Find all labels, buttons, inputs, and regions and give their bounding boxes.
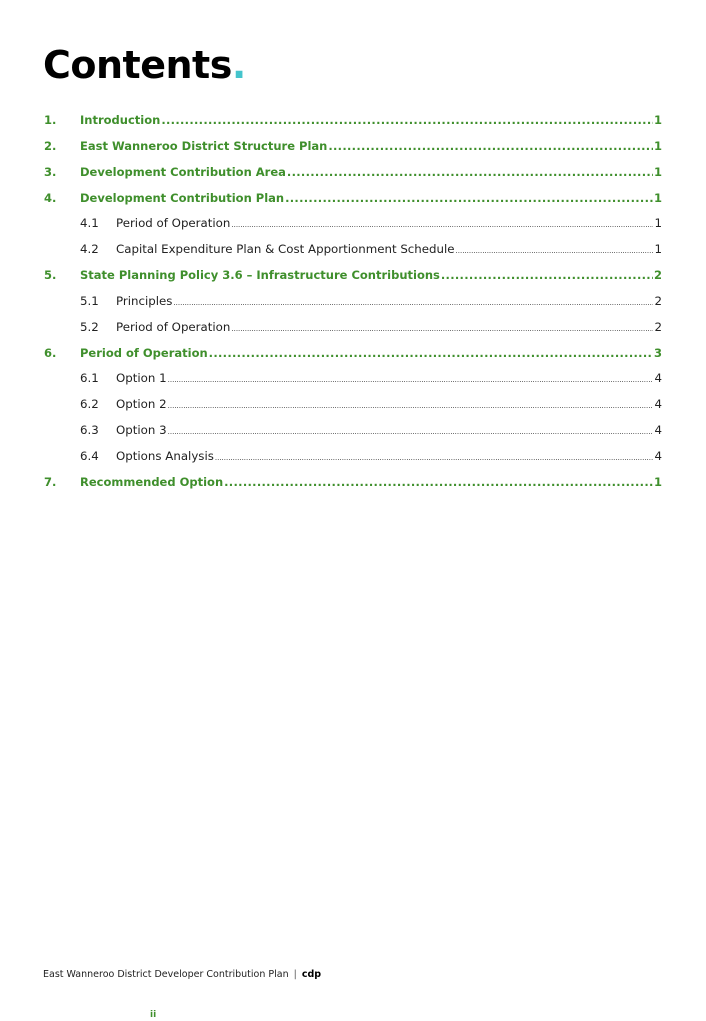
toc-label: Period of Operation [116, 319, 231, 334]
toc-leader [168, 428, 654, 436]
page-number: ii [150, 1010, 157, 1020]
toc-label: Options Analysis [116, 448, 214, 463]
page-footer [43, 969, 321, 980]
toc-label: Principles [116, 293, 173, 308]
toc-page: 3 [653, 345, 662, 360]
toc-number: 7. [44, 474, 57, 489]
footer-brand: cdp [301, 969, 322, 980]
toc-leader [173, 299, 653, 307]
toc-label: East Wanneroo District Structure Plan [80, 138, 328, 153]
toc-number: 4. [44, 190, 57, 205]
toc-entry-6-1[interactable] [44, 371, 662, 397]
toc-entry-4-2[interactable] [44, 242, 662, 268]
toc-page: 4 [654, 448, 662, 463]
toc-page: 1 [653, 474, 662, 489]
toc-label: Development Contribution Area [80, 164, 286, 179]
toc-number: 5.1 [80, 293, 99, 308]
toc-leader [231, 325, 653, 333]
footer-text: East Wanneroo District Developer Contribution Plan [43, 969, 289, 980]
toc-entry-6-2[interactable] [44, 397, 662, 423]
toc-leader [285, 191, 653, 205]
toc-leader [456, 247, 654, 255]
toc-entry-5-1[interactable] [44, 294, 662, 320]
toc-number: 6.1 [80, 371, 99, 386]
toc-page: 2 [653, 268, 662, 283]
toc-leader [168, 376, 654, 384]
toc-page: 4 [654, 371, 662, 386]
toc-page: 1 [653, 190, 662, 205]
toc-leader [287, 165, 653, 179]
toc-entry-6-3[interactable] [44, 423, 662, 449]
toc-number: 3. [44, 164, 57, 179]
toc-number: 4.2 [80, 242, 99, 257]
toc-entry-5[interactable] [44, 268, 662, 294]
toc-number: 6.2 [80, 397, 99, 412]
toc-leader [224, 475, 653, 489]
toc-entry-4-1[interactable] [44, 216, 662, 242]
toc-entry-1[interactable] [44, 113, 662, 139]
toc-leader [441, 268, 653, 282]
toc-entry-4[interactable] [44, 191, 662, 217]
toc-number: 6.4 [80, 448, 99, 463]
toc-label: Option 2 [116, 397, 167, 412]
toc-label: Period of Operation [116, 216, 231, 231]
toc-entry-5-2[interactable] [44, 320, 662, 346]
toc-page: 1 [654, 216, 662, 231]
toc-number: 5.2 [80, 319, 99, 334]
toc-leader [328, 139, 653, 153]
toc-number: 6.3 [80, 423, 99, 438]
toc-page: 2 [654, 293, 662, 308]
toc-leader [209, 346, 653, 360]
toc-label: Capital Expenditure Plan & Cost Apportionment Schedule [116, 242, 455, 257]
toc-label: State Planning Policy 3.6 – Infrastructure Contributions [80, 268, 440, 283]
toc-leader [231, 221, 653, 229]
toc-label: Development Contribution Plan [80, 190, 285, 205]
title-text: Contents [43, 43, 232, 87]
toc-entry-3[interactable] [44, 165, 662, 191]
toc-leader [215, 454, 654, 462]
footer-separator: | [293, 969, 297, 980]
toc-number: 4.1 [80, 216, 99, 231]
toc-label: Option 1 [116, 371, 167, 386]
page-title [43, 40, 246, 90]
toc-page: 1 [654, 242, 662, 257]
table-of-contents [44, 113, 662, 501]
toc-label: Introduction [80, 113, 161, 127]
toc-entry-7[interactable] [44, 475, 662, 501]
toc-entry-6-4[interactable] [44, 449, 662, 475]
toc-number: 1. [44, 113, 57, 127]
toc-number: 6. [44, 345, 57, 360]
toc-page: 2 [654, 319, 662, 334]
toc-page: 1 [653, 113, 662, 127]
toc-leader [161, 113, 653, 127]
toc-page: 1 [653, 164, 662, 179]
toc-leader [168, 402, 654, 410]
toc-page: 4 [654, 397, 662, 412]
toc-page: 1 [653, 138, 662, 153]
toc-number: 2. [44, 138, 57, 153]
toc-number: 5. [44, 268, 57, 283]
toc-entry-6[interactable] [44, 346, 662, 372]
toc-page: 4 [654, 423, 662, 438]
title-dot: . [231, 43, 246, 87]
toc-entry-2[interactable] [44, 139, 662, 165]
toc-label: Recommended Option [80, 474, 224, 489]
toc-label: Period of Operation [80, 345, 208, 360]
toc-label: Option 3 [116, 423, 167, 438]
